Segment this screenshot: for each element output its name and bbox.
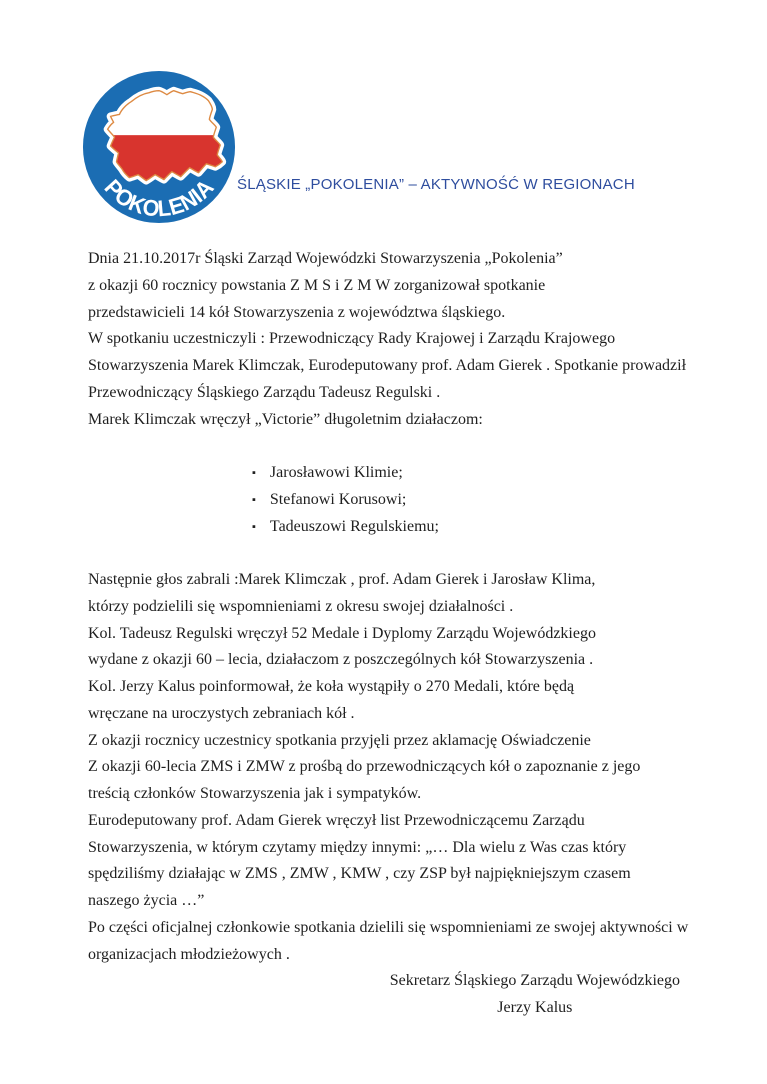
text-line: Eurodeputowany prof. Adam Gierek wręczył list Przewodniczącemu Zarządu xyxy=(88,811,585,829)
bullet-text: Stefanowi Korusowi; xyxy=(269,490,407,508)
text-line: wręczane na uroczystych zebraniach kół . xyxy=(88,704,355,722)
bullet-square-icon: ▪ xyxy=(252,467,256,479)
text-line: Stowarzyszenia Marek Klimczak, Eurodeputowany prof. Adam Gierek . Spotkanie prowadził xyxy=(88,357,687,374)
spacer xyxy=(88,433,680,460)
signature-name: Jerzy Kalus xyxy=(497,999,573,1016)
text-line: przedstawicieli 14 kół Stowarzyszenia z województwa śląskiego. xyxy=(88,303,506,321)
signature-title: Sekretarz Śląskiego Zarządu Wojewódzkiego xyxy=(389,972,680,990)
bullet-square-icon: ▪ xyxy=(252,520,256,533)
text-line: Z okazji rocznicy uczestnicy spotkania przyjęli przez aklamację Oświadczenie xyxy=(88,731,591,749)
text-line: Stowarzyszenia, w którym czytamy między innymi: „… Dla wielu z Was czas który xyxy=(88,838,627,856)
bullet-text: Tadeuszowi Regulskiemu; xyxy=(269,517,439,535)
logo-curved-text: POKOLENIA xyxy=(99,173,220,222)
text-line: z okazji 60 rocznicy powstania Z M S i Z M W zorganizował spotkanie xyxy=(88,276,546,294)
text-line: Kol. Tadeusz Regulski wręczył 52 Medale i Dyplomy Zarządu Wojewódzkiego xyxy=(88,624,596,642)
text-line: którzy podzielili się wspomnieniami z okresu swojej działalności . xyxy=(88,597,514,615)
bullet-item xyxy=(88,487,680,514)
text-line: Przewodniczący Śląskiego Zarządu Tadeusz Regulski . xyxy=(88,383,441,401)
text-line: Marek Klimczak wręczył „Victorie” długoletnim działaczom: xyxy=(88,410,483,428)
signature-block xyxy=(390,968,680,1022)
bullet-item xyxy=(88,514,680,541)
text-line: organizacjach młodzieżowych . xyxy=(88,945,290,963)
text-line: Kol. Jerzy Kalus poinformował, że koła wystąpiły o 270 Medali, które będą xyxy=(88,678,575,695)
text-line: Z okazji 60-lecia ZMS i ZMW z prośbą do przewodniczących kół o zapoznanie z jego xyxy=(88,758,641,776)
text-line: W spotkaniu uczestniczyli : Przewodniczący Rady Krajowej i Zarządu Krajowego xyxy=(88,330,616,348)
document-headline: ŚLĄSKIE „POKOLENIA” – AKTYWNOŚĆ W REGIONACH xyxy=(237,176,635,193)
bullet-square-icon: ▪ xyxy=(252,493,256,506)
document-body xyxy=(88,246,689,1022)
bullet-item xyxy=(88,460,680,487)
text-line: Dnia 21.10.2017r Śląski Zarząd Wojewódzki Stowarzyszenia „Pokolenia” xyxy=(88,250,563,267)
text-line: Następnie głos zabrali :Marek Klimczak , prof. Adam Gierek i Jarosław Klima, xyxy=(88,571,596,588)
pokolenia-logo xyxy=(80,68,238,226)
text-line: wydane z okazji 60 – lecia, działaczom z poszczególnych kół Stowarzyszenia . xyxy=(88,651,594,669)
spacer xyxy=(88,540,680,567)
text-line: spędziliśmy działając w ZMS , ZMW , KMW , czy ZSP był najpiękniejszym czasem xyxy=(88,865,631,883)
text-line: naszego życia …” xyxy=(88,892,205,909)
bullet-text: Jarosławowi Klimie; xyxy=(269,464,403,481)
text-line: treścią członków Stowarzyszenia jak i sympatyków. xyxy=(88,785,422,802)
text-line: Po części oficjalnej członkowie spotkania dzielili się wspomnieniami ze swojej aktywności w xyxy=(88,918,689,936)
